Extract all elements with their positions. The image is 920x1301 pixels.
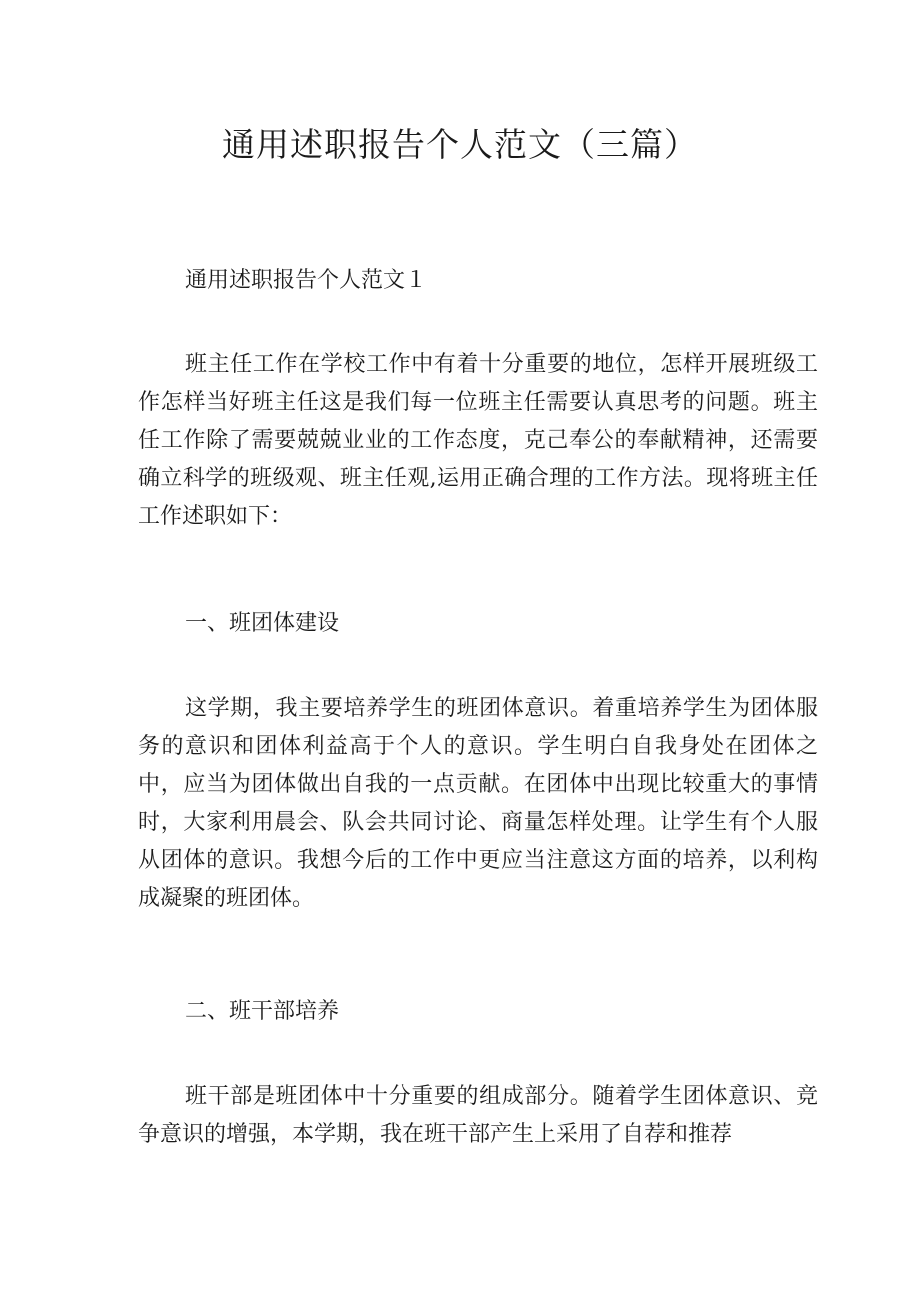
heading-class-cadre: 二、班干部培养 bbox=[185, 999, 340, 1024]
section-title: 通用述职报告个人范文１ bbox=[185, 268, 428, 293]
heading-class-group: 一、班团体建设 bbox=[185, 611, 340, 636]
intro-paragraph: 班主任工作在学校工作中有着十分重要的地位，怎样开展班级工作怎样当好班主任这是我们每一位班主任需要认真思考的问题。班主任工作除了需要兢兢业业的工作态度，克己奉公的奉献精神，还需要确立科学的班级观、班主任观,运用正确合理的工作方法。现将班主任工作述职如下： bbox=[138, 352, 818, 529]
class-cadre-paragraph: 班干部是班团体中十分重要的组成部分。随着学生团体意识、竞争意识的增强，本学期，我在班干部产生上采用了自荐和推荐 bbox=[138, 1084, 818, 1147]
class-group-paragraph: 这学期，我主要培养学生的班团体意识。着重培养学生为团体服务的意识和团体利益高于个人的意识。学生明白自我身处在团体之中，应当为团体做出自我的一点贡献。在团体中出现比较重大的事情时，大家利用晨会、队会共同讨论、商量怎样处理。让学生有个人服从团体的意识。我想今后的工作中更应当注意这方面的培养，以利构成凝聚的班团体。 bbox=[138, 696, 818, 911]
document-title: 通用述职报告个人范文（三篇） bbox=[222, 125, 698, 164]
